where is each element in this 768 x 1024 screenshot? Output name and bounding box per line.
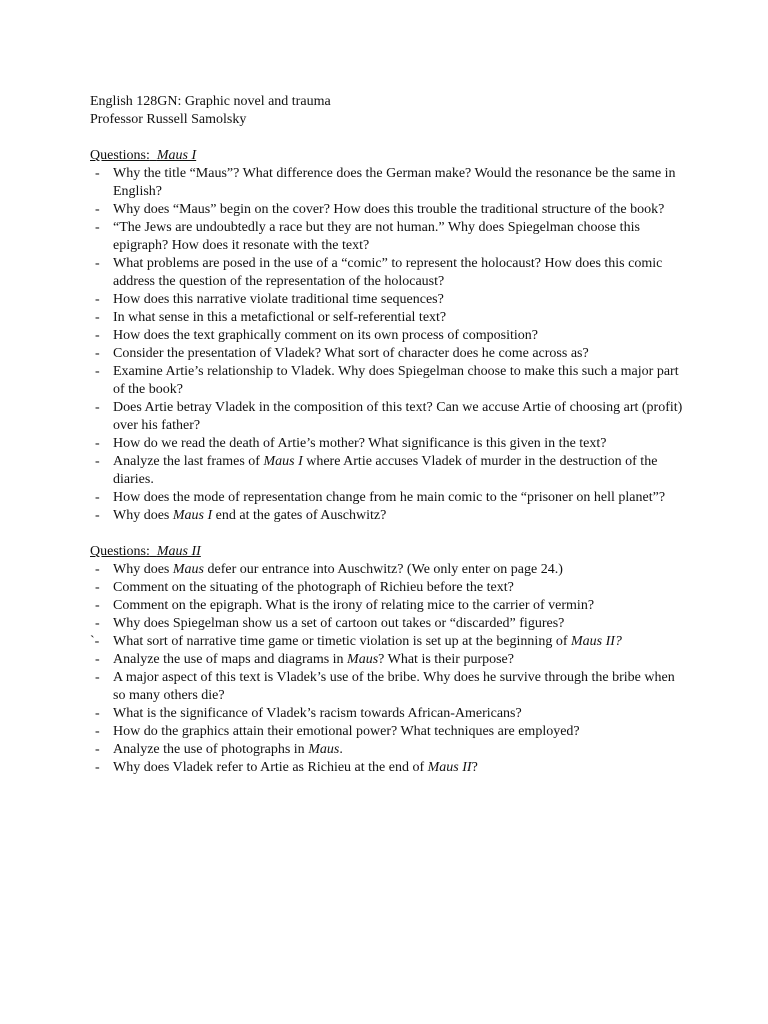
question-item [90,759,690,777]
question-text-italic: Maus I [172,508,213,523]
bullet-marker: - [95,400,100,415]
question-text: Why does Vladek refer to Artie as Richieu at the end of [113,760,428,775]
bullet-marker: - [95,724,100,739]
question-item [90,309,690,327]
question-item [90,561,690,579]
question-item [90,345,690,363]
question-text: Why does [113,562,173,577]
question-text: Consider the presentation of Vladek? What sort of character does he come across as? [113,346,589,361]
section-heading-label: Questions: [90,544,150,559]
question-text: How does the mode of representation change from he main comic to the “prisoner on hell planet”? [113,490,666,505]
question-text: What problems are posed in the use of a “comic” to represent the holocaust? How does this comic address the question of the representation of the holocaust? [113,256,663,289]
question-item [90,201,690,219]
bullet-marker: - [95,760,100,775]
bullet-marker: - [95,364,100,379]
question-item [90,597,690,615]
question-item [90,741,690,759]
question-text: Examine Artie’s relationship to Vladek. Why does Spiegelman choose to make this such a major part of the book? [113,364,679,397]
question-text-italic: Maus I [263,454,303,469]
question-text: How does the text graphically comment on its own process of composition? [113,328,538,343]
question-item [90,399,690,435]
bullet-marker: - [95,598,100,613]
bullet-marker: - [95,652,100,667]
question-text: How do we read the death of Artie’s mother? What significance is this given in the text? [113,436,607,451]
bullet-marker: - [95,292,100,307]
question-item [90,489,690,507]
question-list [90,561,690,777]
section-heading-label: Questions: [90,148,150,163]
question-text: What sort of narrative time game or timetic violation is set up at the beginning of [113,634,571,649]
question-item [90,435,690,453]
section-maus-ii [90,543,690,777]
bullet-marker: - [95,256,100,271]
course-title: English 128GN: Graphic novel and trauma [90,94,331,109]
question-text-italic: Maus [308,742,340,757]
question-text: Why the title “Maus”? What difference does the German make? Would the resonance be the same in English? [113,166,676,199]
document-body [90,93,690,777]
question-text: In what sense in this a metafictional or self-referential text? [113,310,447,325]
question-text: Why does “Maus” begin on the cover? How does this trouble the traditional structure of the book? [113,202,665,217]
section-heading-title: Maus I [156,148,197,163]
question-item [90,165,690,201]
question-item [90,255,690,291]
bullet-marker: - [95,616,100,631]
question-text: end at the gates of Auschwitz? [212,508,387,523]
question-text: Does Artie betray Vladek in the composition of this text? Can we accuse Artie of choosing art (profit) over his father? [113,400,683,433]
question-text: where Artie accuses Vladek of murder in the destruction of the diaries. [113,454,658,487]
question-item [90,327,690,345]
professor-name: Professor Russell Samolsky [90,112,247,127]
bullet-marker: - [95,328,100,343]
question-text: Why does [113,508,173,523]
question-text: Analyze the use of photographs in [113,742,309,757]
question-text-italic: Maus [347,652,379,667]
question-item [90,507,690,525]
question-text-italic: Maus [172,562,205,577]
question-text: ? What is their purpose? [378,652,514,667]
bullet-marker: - [95,742,100,757]
question-item [90,219,690,255]
question-text: How do the graphics attain their emotional power? What techniques are employed? [113,724,580,739]
section-heading [90,147,690,165]
question-text: How does this narrative violate traditional time sequences? [113,292,444,307]
bullet-marker: - [95,454,100,469]
question-text: ? [471,760,478,775]
question-text: . [339,742,343,757]
bullet-marker: `- [90,634,100,649]
question-text: What is the significance of Vladek’s racism towards African-Americans? [113,706,522,721]
bullet-marker: - [95,562,100,577]
question-item [90,579,690,597]
question-item [90,291,690,309]
bullet-marker: - [95,580,100,595]
question-item [90,453,690,489]
bullet-marker: - [95,436,100,451]
question-item [90,669,690,705]
bullet-marker: - [95,670,100,685]
bullet-marker: - [95,706,100,721]
bullet-marker: - [95,166,100,181]
question-item [90,615,690,633]
question-text: “The Jews are undoubtedly a race but they are not human.” Why does Spiegelman choose this epigraph? How does it resonate with the text? [113,220,640,253]
section-heading [90,543,690,561]
bullet-marker: - [95,508,100,523]
question-item [90,651,690,669]
question-text: Comment on the situating of the photograph of Richieu before the text? [113,580,514,595]
question-text: defer our entrance into Auschwitz? (We only enter on page 24.) [204,562,563,577]
question-text: A major aspect of this text is Vladek’s use of the bribe. Why does he survive through the bribe when so many others die? [113,670,675,703]
question-item [90,633,690,651]
question-text: Analyze the last frames of [113,454,264,469]
question-text-italic: Maus II [427,760,472,775]
bullet-marker: - [95,310,100,325]
bullet-marker: - [95,490,100,505]
question-text: Analyze the use of maps and diagrams in [113,652,348,667]
bullet-marker: - [95,346,100,361]
question-item [90,723,690,741]
question-item [90,363,690,399]
bullet-marker: - [95,220,100,235]
bullet-marker: - [95,202,100,217]
section-maus-i [90,147,690,525]
section-heading-title: Maus II [156,544,201,559]
question-text: Comment on the epigraph. What is the irony of relating mice to the carrier of vermin? [113,598,595,613]
question-text-italic: Maus II? [571,634,622,649]
question-list [90,165,690,525]
question-text: Why does Spiegelman show us a set of cartoon out takes or “discarded” figures? [113,616,565,631]
question-item [90,705,690,723]
